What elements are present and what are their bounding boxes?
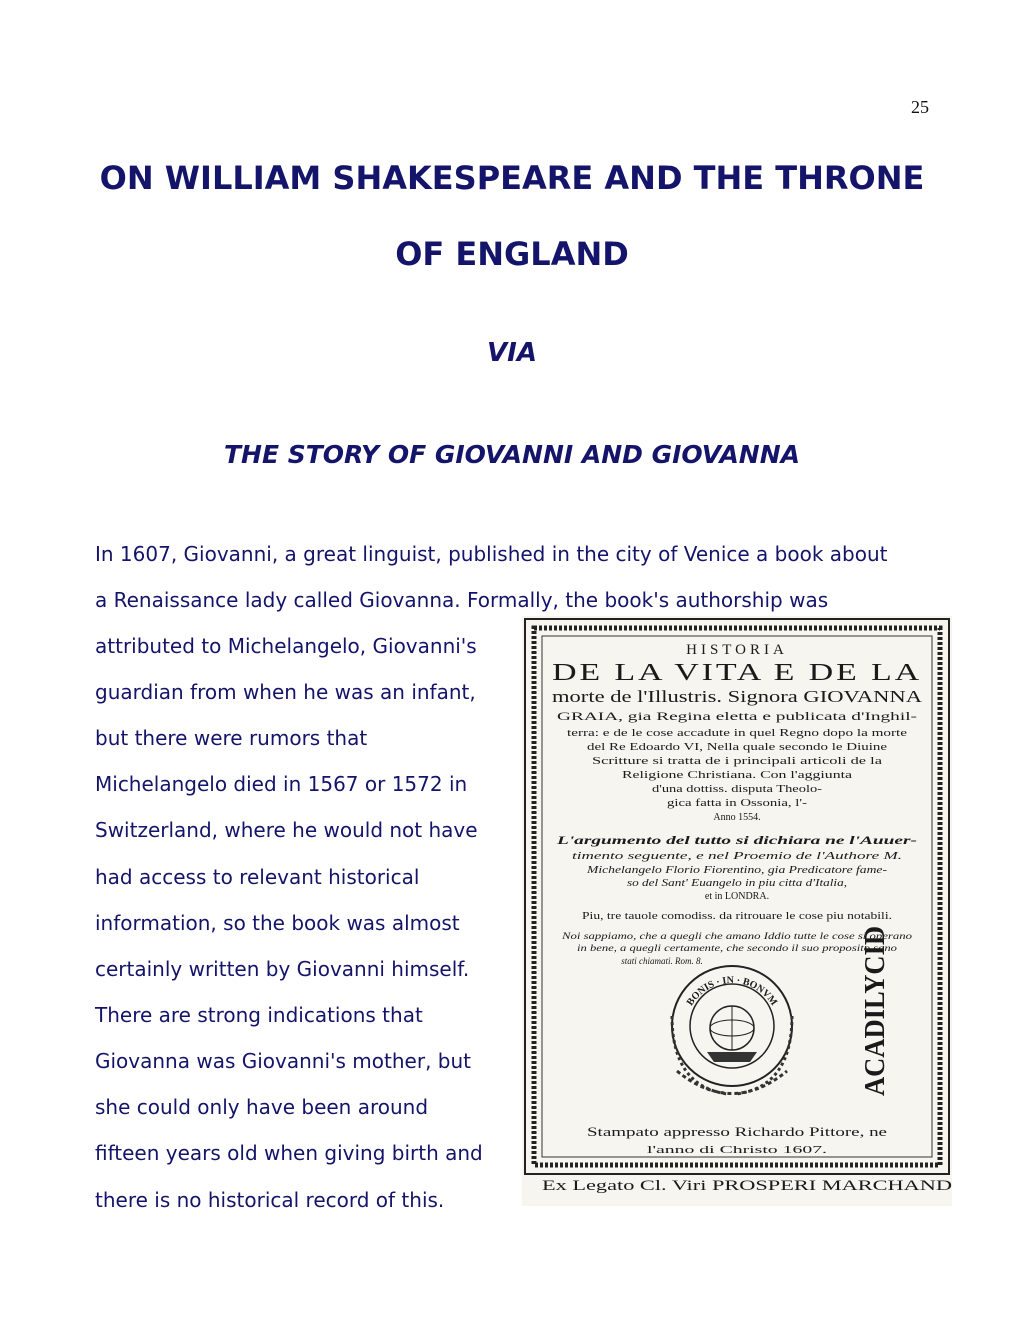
figure-line: stati chiamati. Rom. 8. [621,956,703,966]
body-line: certainly written by Giovanni himself. [95,957,470,981]
emblem-motto: BONIS · IN · BONVM [684,974,780,1008]
body-line: There are strong indications that [95,1003,423,1027]
figure-line: Religione Christiana. Con l'aggiunta [622,770,853,781]
figure-line: Anno 1554. [713,812,761,823]
figure-line: Noi sappiamo, che a quegli che amano Iddio tutte le cose si operano [560,931,913,941]
body-line: she could only have been around [95,1095,429,1119]
page-title [60,140,964,292]
body-line: a Renaissance lady called Giovanna. Formally, the book's authorship was [95,588,829,612]
body-line: attributed to Michelangelo, Giovanni's [95,634,477,658]
figure-line: L'argumento del tutto si dichiara ne l'Auuer- [555,833,917,847]
figure-line: d'una dottiss. disputa Theolo- [652,784,822,795]
body-line: Michelangelo died in 1567 or 1572 in [95,772,468,796]
title-line-2: OF ENGLAND [395,235,629,273]
figure-line: Michelangelo Florio Fiorentino, gia Predicatore fame- [585,865,887,876]
figure-heading: HISTORIA [686,642,788,658]
body-line: Giovanna was Giovanni's mother, but [95,1049,471,1073]
body-line: guardian from when he was an infant, [95,680,476,704]
figure-line: timento seguente, e nel Proemio de l'Authore M. [572,850,902,862]
figure-line: Piu, tre tauole comodiss. da ritrouare le cose piu notabili. [582,911,892,922]
figure-line: morte de l'Illustris. Signora GIOVANNA [552,687,923,706]
side-inscription: ACADILYCID [860,916,891,1096]
figure-line: in bene, a quegli certamente, che secondo il suo proposito sono [577,943,898,953]
figure-line: et in LONDRA. [704,891,770,902]
body-line: had access to relevant historical [95,865,420,889]
body-line: In 1607, Giovanni, a great linguist, published in the city of Venice a book about [95,542,888,566]
figure-line: DE LA VITA E DE LA [552,660,922,686]
figure-line: gica fatta in Ossonia, l'- [667,798,807,809]
figure-line: terra: e de le cose accadute in quel Regno dopo la morte [567,728,908,739]
body-line: but there were rumors that [95,726,368,750]
body-line: fifteen years old when giving birth and [95,1141,483,1165]
imprint-line: Stampato appresso Richardo Pittore, ne [587,1124,888,1139]
page-number: 25 [911,97,929,117]
body-line: Switzerland, where he would not have [95,818,478,842]
body-line: there is no historical record of this. [95,1188,445,1212]
figure-line: Scritture si tratta de i principali articoli de la [592,756,883,767]
via-heading: VIA [487,338,537,368]
figure-line: del Re Edoardo VI, Nella quale secondo le Diuine [587,742,888,753]
figure-line: so del Sant' Euangelo in piu citta d'Italia, [627,878,847,889]
library-stamp: Ex Legato Cl. Viri PROSPERI MARCHAND [542,1178,952,1194]
body-line: information, so the book was almost [95,911,460,935]
figure-line: GRAIA, gia Regina eletta e publicata d'Inghil- [557,709,917,723]
title-page-figure [522,616,952,1206]
imprint-line: l'anno di Christo 1607. [647,1144,828,1156]
title-line-1: ON WILLIAM SHAKESPEARE AND THE THRONE [99,159,925,197]
subtitle-heading: THE STORY OF GIOVANNI AND GIOVANNA [223,440,800,469]
